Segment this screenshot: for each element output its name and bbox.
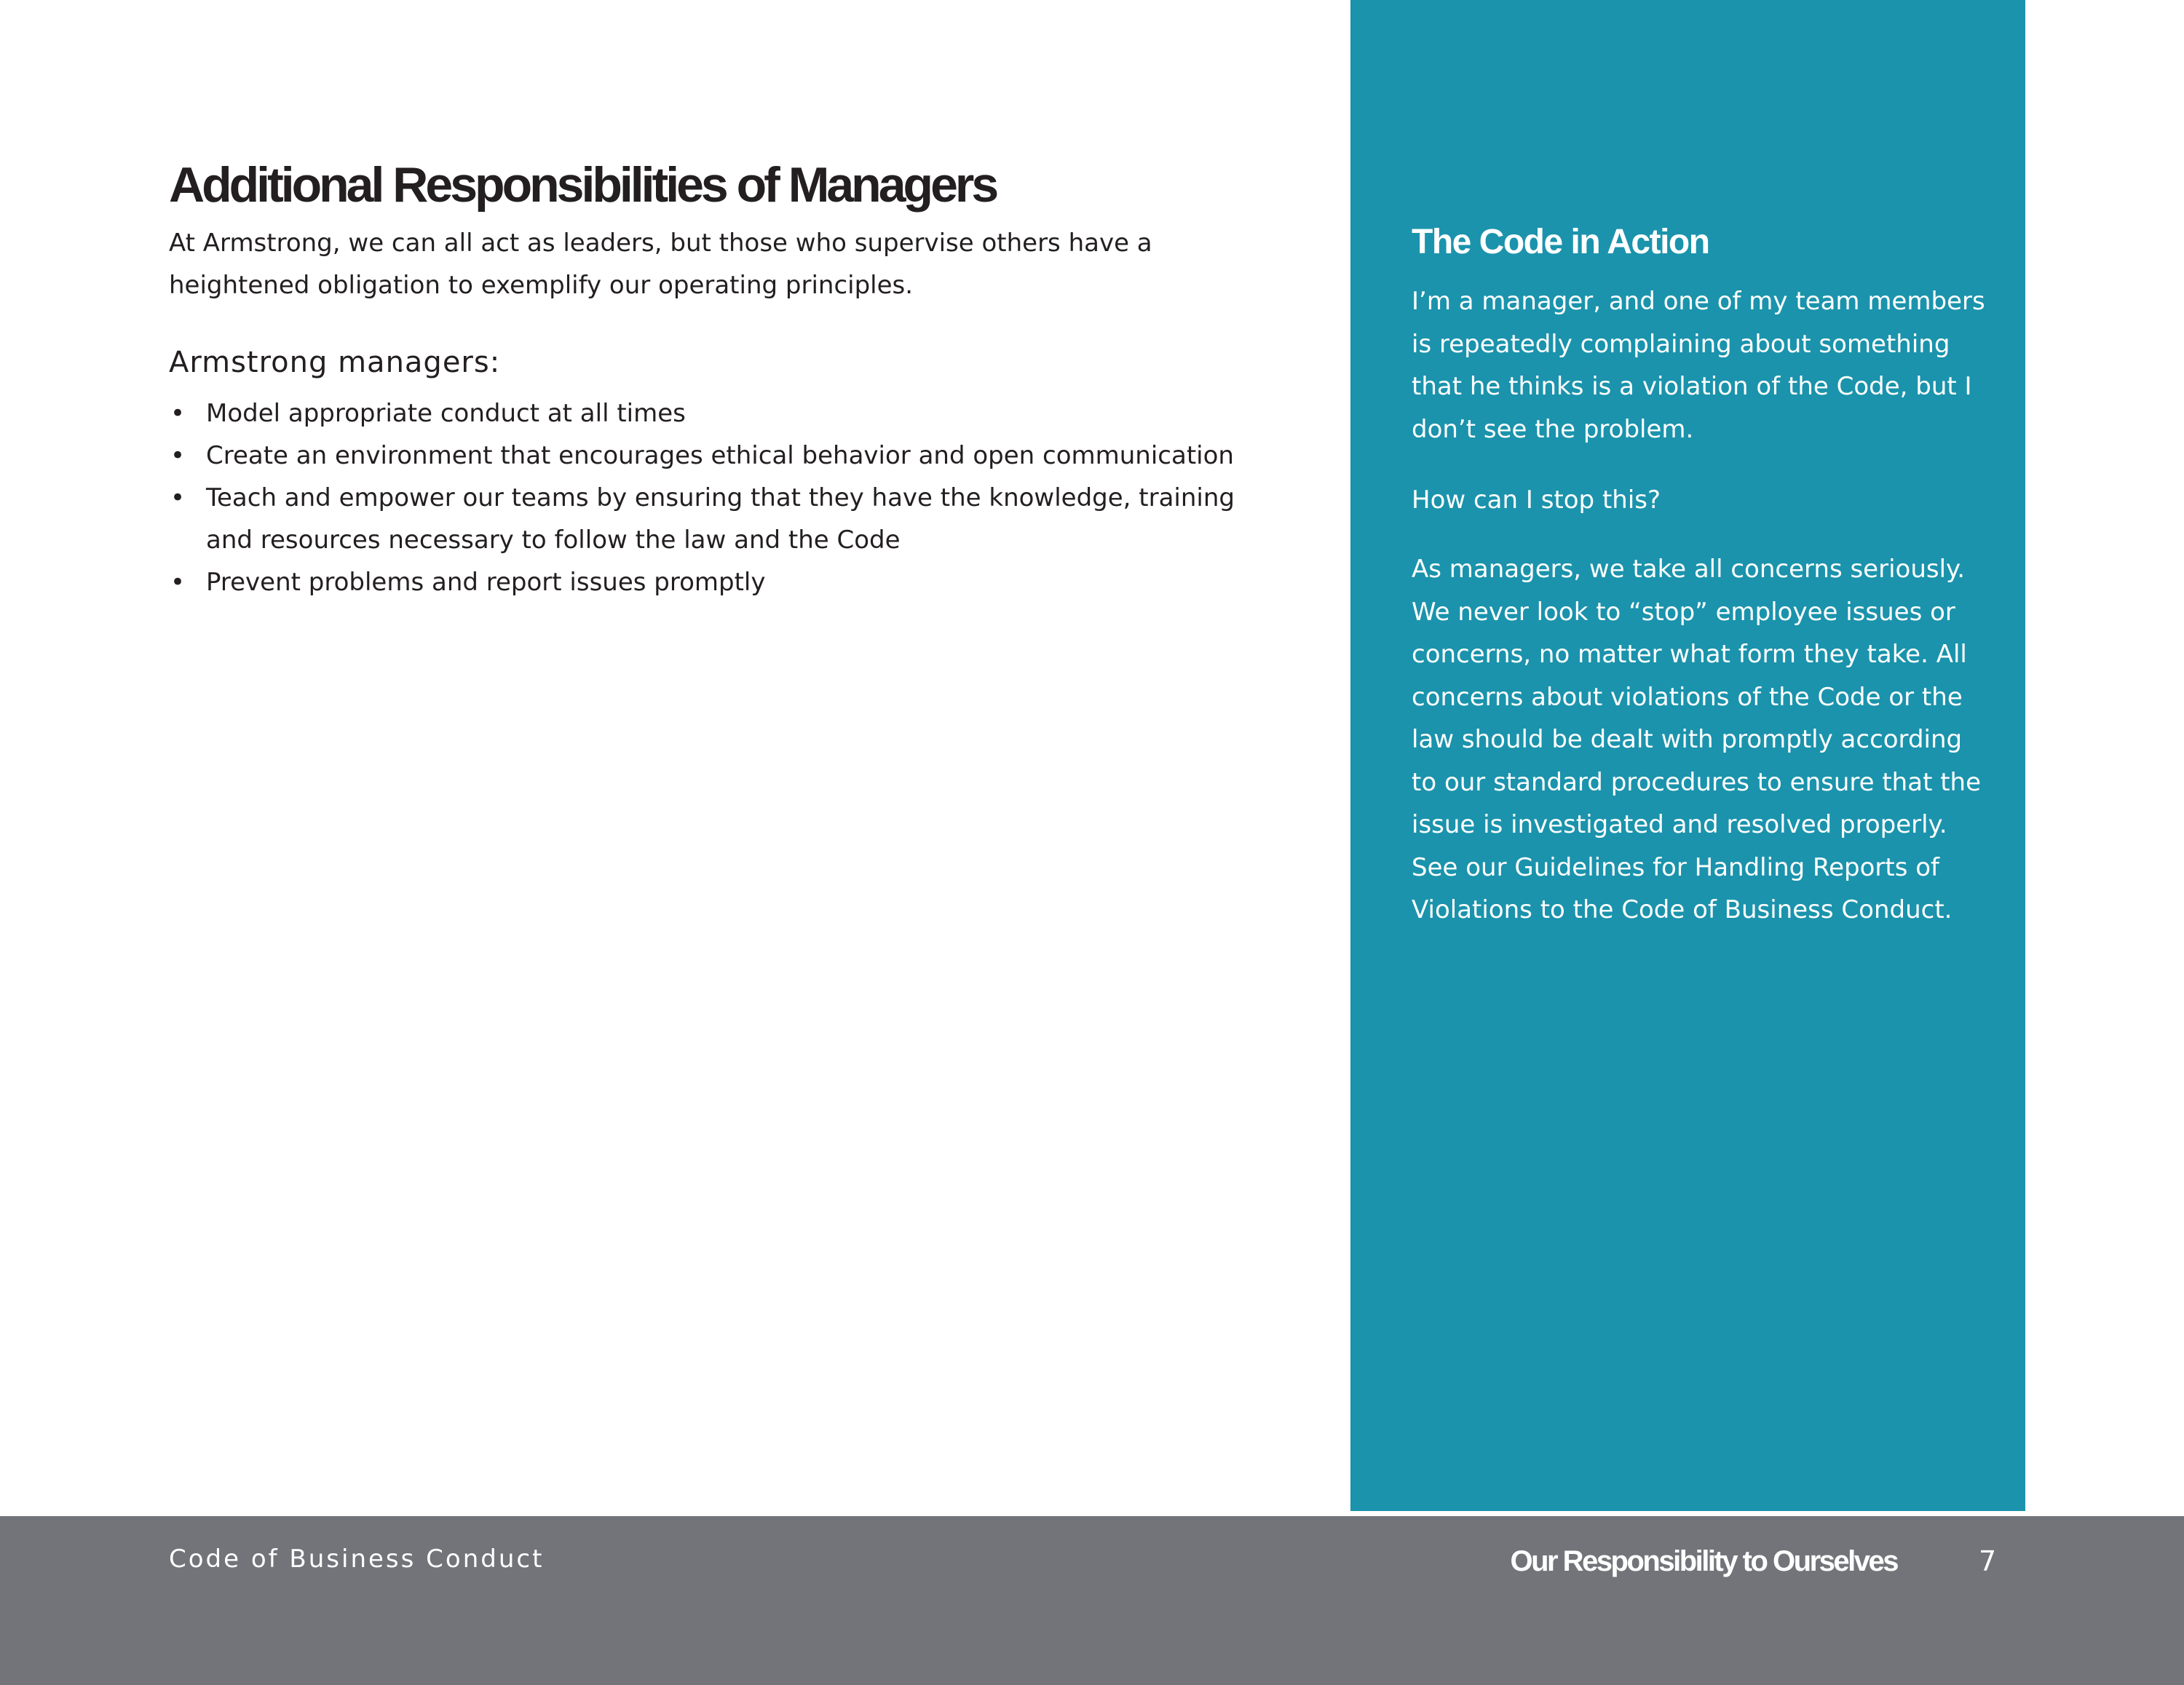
bullet-icon: •	[170, 441, 186, 470]
footer-document-name: Code of Business Conduct	[169, 1545, 545, 1574]
list-item-text: Create an environment that encourages ethical behavior and open communication	[206, 441, 1234, 470]
intro-paragraph: At Armstrong, we can all act as leaders, but those who supervise others have a heightened obligation to exemplify our operating principles.	[169, 229, 1152, 300]
page-number: 7	[1979, 1545, 1997, 1577]
code-in-action-sidebar	[1350, 0, 2025, 1511]
list-item	[169, 561, 1239, 603]
list-item	[169, 392, 1239, 435]
sidebar-title: The Code in Action	[1412, 223, 1709, 261]
list-item	[169, 435, 1239, 477]
managers-heading: Armstrong managers:	[169, 346, 501, 379]
list-item-text: Prevent problems and report issues promptly	[206, 568, 766, 597]
managers-bullet-list	[169, 392, 1239, 603]
sidebar-answer: As managers, we take all concerns seriously. We never look to “stop” employee issues or concerns, no matter what form they take. All concerns about violations of the Code or the law should be dealt with promptly according to our standard procedures to ensure that the issue is investigated and resolved properly. See our Guidelines for Handling Reports of Violations to the Code of Business Conduct.	[1412, 555, 1981, 924]
page-footer	[0, 1516, 2184, 1685]
list-item-text: Teach and empower our teams by ensuring that they have the knowledge, training and resources necessary to follow the law and the Code	[206, 483, 1235, 555]
list-item	[169, 477, 1239, 561]
page-title: Additional Responsibilities of Managers	[169, 157, 997, 213]
bullet-icon: •	[170, 399, 186, 428]
sidebar-ask: How can I stop this?	[1412, 485, 1661, 515]
footer-section-name: Our Responsibility to Ourselves	[1510, 1545, 1897, 1577]
bullet-icon: •	[170, 483, 186, 512]
list-item-text: Model appropriate conduct at all times	[206, 399, 686, 428]
sidebar-question: I’m a manager, and one of my team members is repeatedly complaining about something that he thinks is a violation of the Code, but I don’t see the problem.	[1412, 287, 1985, 444]
bullet-icon: •	[170, 568, 186, 597]
